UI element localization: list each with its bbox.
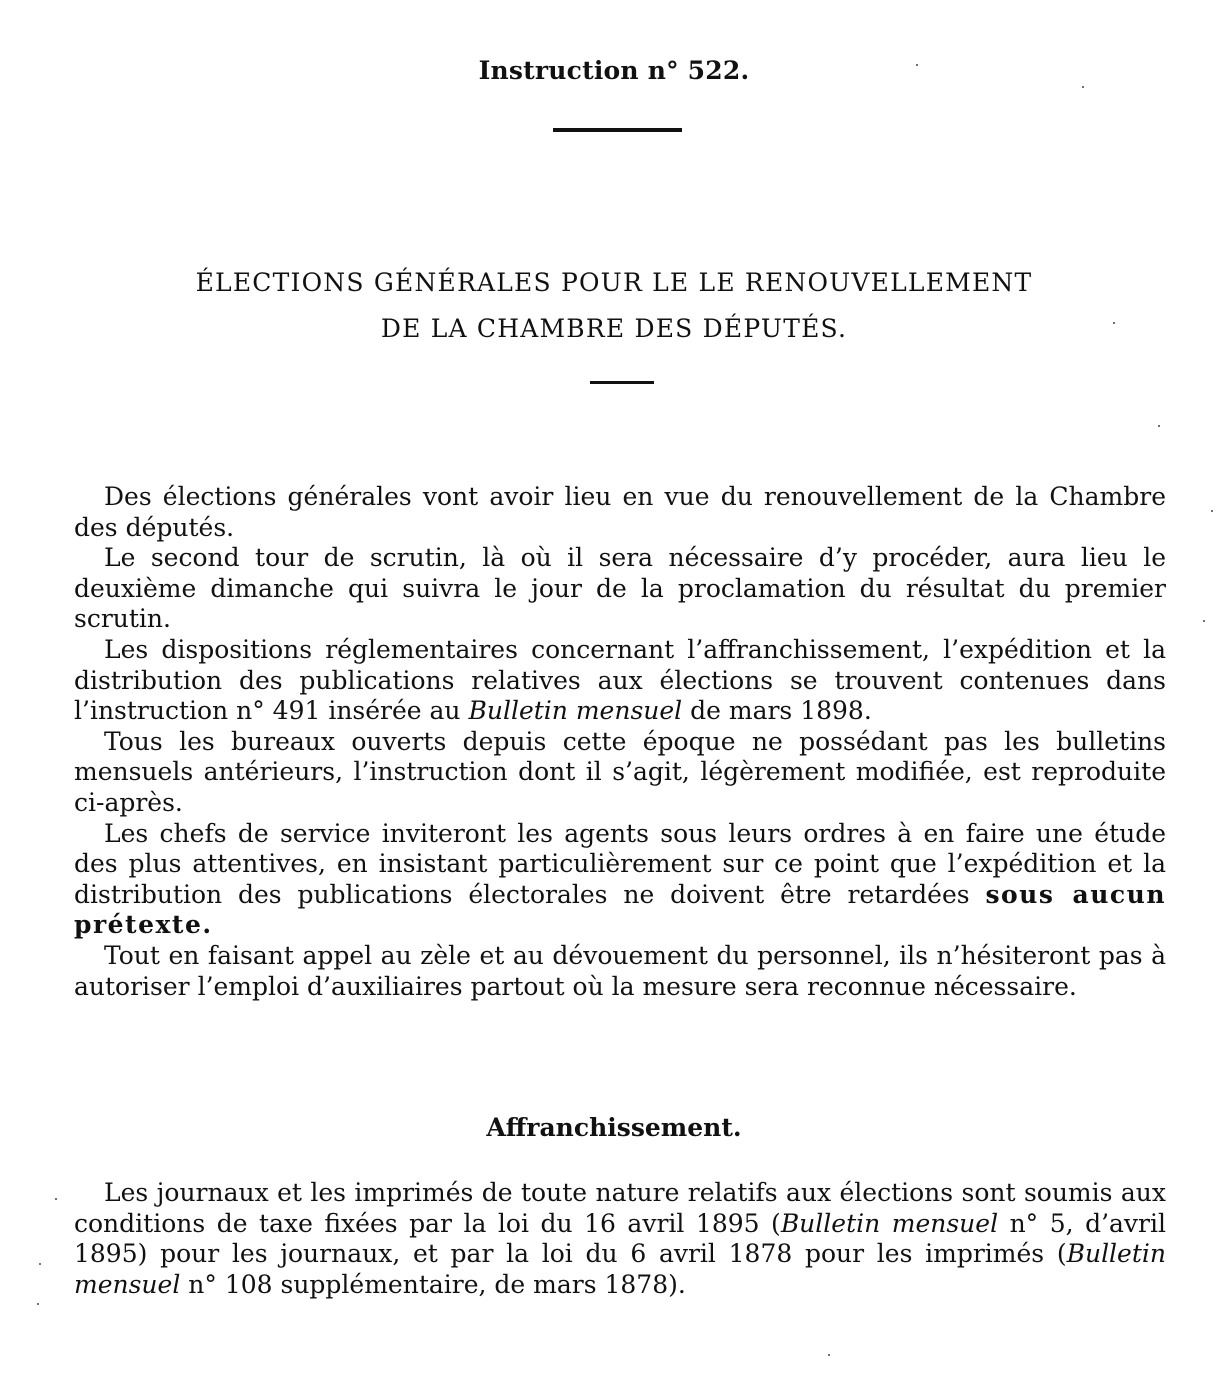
paragraph-elections: Des élections générales vont avoir lieu en vue du renouvellement de la Chambre des députés. xyxy=(74,482,1166,542)
scan-speck xyxy=(37,1303,39,1305)
scan-speck xyxy=(1158,425,1160,427)
scan-speck xyxy=(1211,510,1213,512)
paragraph-auxiliaries: Tout en faisant appel au zèle et au dévouement du personnel, ils n’hésiteront pas à autoriser l’emploi d’auxiliaires partout où la mesure sera reconnue nécessaire. xyxy=(74,940,1166,1001)
postage-text-part-3: n° 108 supplémentaire, de mars 1878). xyxy=(180,1269,686,1299)
section-heading-affranchissement: Affranchissement. xyxy=(486,1113,742,1142)
postage-text-part-2: n° 5, d’avril 1895) pour les journaux, et par la loi du 6 avril 1878 pour les imprimés ( xyxy=(74,1208,1166,1269)
paragraph-regulations-end: de mars 1898. xyxy=(690,696,872,726)
scan-speck xyxy=(55,1198,57,1200)
scan-speck xyxy=(1082,86,1084,88)
scan-speck xyxy=(1113,322,1115,324)
heading-divider xyxy=(590,381,654,384)
scan-speck xyxy=(1203,620,1205,622)
scan-speck xyxy=(39,1263,41,1265)
main-heading-line-2: DE LA CHAMBRE DES DÉPUTÉS. xyxy=(380,314,848,343)
paragraph-second-round: Le second tour de scrutin, là où il sera nécessaire d’y procéder, aura lieu le deuxième dimanche qui suivra le jour de la proclamation du résultat du premier scrutin. xyxy=(74,543,1166,634)
postage-text-block xyxy=(74,1178,1166,1300)
bulletin-reference: Bulletin mensuel xyxy=(468,696,683,726)
title-divider xyxy=(553,128,682,132)
main-heading-line-1: ÉLECTIONS GÉNÉRALES POUR LE LE RENOUVELLEMENT xyxy=(195,268,1033,297)
scan-speck xyxy=(828,1354,830,1356)
paragraph-regulations-text: Les dispositions réglementaires concernant l’affranchissement, l’expédition et la distribution des publications relatives aux élections se trouvent contenues dans l’instruction n° 491 insérée au xyxy=(74,634,1166,726)
paragraph-postage xyxy=(74,1178,1166,1300)
intro-text-block xyxy=(74,482,1166,1002)
paragraph-service-chiefs-text: Les chefs de service inviteront les agents sous leurs ordres à en faire une étude des plus attentives, en insistant particulièrement sur ce point que l’expédition et la distribution des publications électorales ne doivent être retardées xyxy=(74,818,1166,909)
paragraph-bureaux: Tous les bureaux ouverts depuis cette époque ne possédant pas les bulletins mensuels antérieurs, l’instruction dont il s’agit, légèrement modifiée, est reproduite ci-après. xyxy=(74,726,1166,817)
instruction-title: Instruction n° 522. xyxy=(478,56,750,85)
bulletin-reference-1: Bulletin mensuel xyxy=(780,1208,999,1238)
main-heading xyxy=(0,260,1228,352)
bulletin-reference-2: Bulletin mensuel xyxy=(74,1239,1166,1299)
scan-speck xyxy=(916,64,918,66)
emphasized-phrase: sous aucun prétexte. xyxy=(74,879,1166,940)
paragraph-service-chiefs xyxy=(74,819,1166,941)
postage-text-part-1: Les journaux et les imprimés de toute nature relatifs aux élections sont soumis aux conditions de taxe fixées par la loi du 16 avril 1895 ( xyxy=(74,1178,1166,1238)
paragraph-regulations xyxy=(74,635,1166,727)
